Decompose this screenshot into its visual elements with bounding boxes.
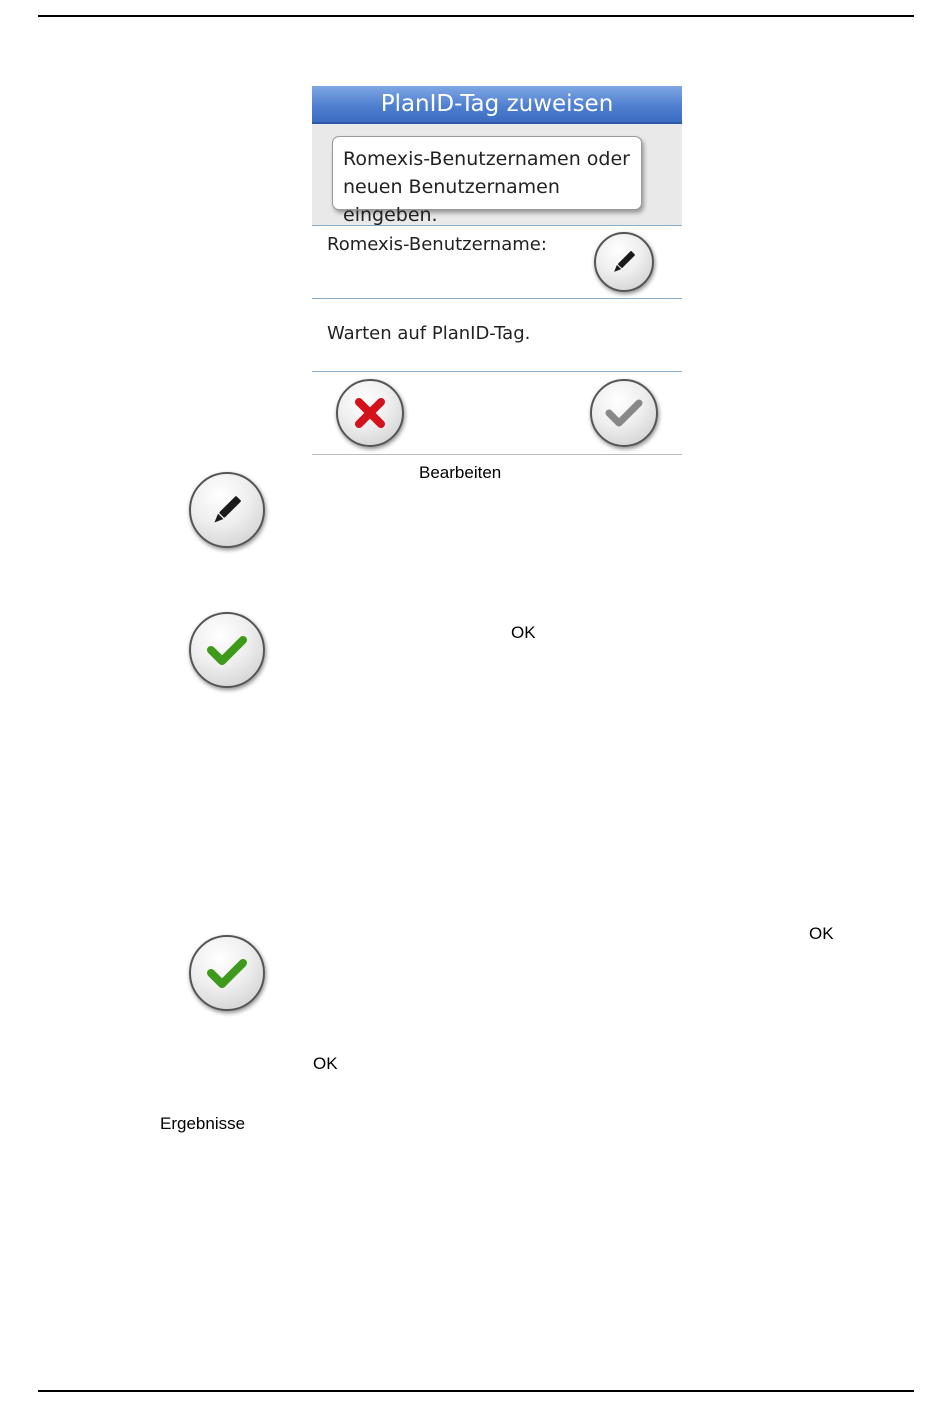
green-check-icon xyxy=(206,634,248,666)
ok-button-2[interactable] xyxy=(189,935,265,1011)
green-check-icon xyxy=(206,957,248,989)
dialog-edit-button[interactable] xyxy=(594,232,654,292)
dialog-message-line-1: Romexis-Benutzernamen oder xyxy=(343,148,630,170)
planid-dialog xyxy=(312,86,682,454)
dialog-message-area xyxy=(312,124,682,226)
pencil-icon xyxy=(609,247,639,277)
top-rule xyxy=(38,15,914,17)
pencil-icon xyxy=(208,491,246,529)
bottom-rule xyxy=(38,1390,914,1392)
ok-label-2: OK xyxy=(809,924,834,943)
ok-button-1[interactable] xyxy=(189,612,265,688)
username-row xyxy=(312,226,682,299)
red-x-icon xyxy=(352,395,388,431)
status-text: Warten auf PlanID-Tag. xyxy=(327,323,531,344)
edit-label: Bearbeiten xyxy=(419,463,502,482)
dialog-title: PlanID-Tag zuweisen xyxy=(312,86,682,124)
dialog-cancel-button[interactable] xyxy=(336,379,404,447)
ok-label-3: OK xyxy=(313,1054,338,1073)
results-label: Ergebnisse xyxy=(160,1114,246,1133)
dialog-confirm-button[interactable] xyxy=(590,379,658,447)
username-label: Romexis-Benutzername: xyxy=(327,234,547,255)
status-row xyxy=(312,299,682,372)
dialog-message-box xyxy=(332,136,642,226)
dialog-button-row xyxy=(312,372,682,455)
gray-check-icon xyxy=(605,398,643,428)
ok-label-1: OK xyxy=(511,623,536,642)
edit-button[interactable] xyxy=(189,472,265,548)
dialog-message-line-2: neuen Benutzernamen eingeben. xyxy=(343,176,560,226)
